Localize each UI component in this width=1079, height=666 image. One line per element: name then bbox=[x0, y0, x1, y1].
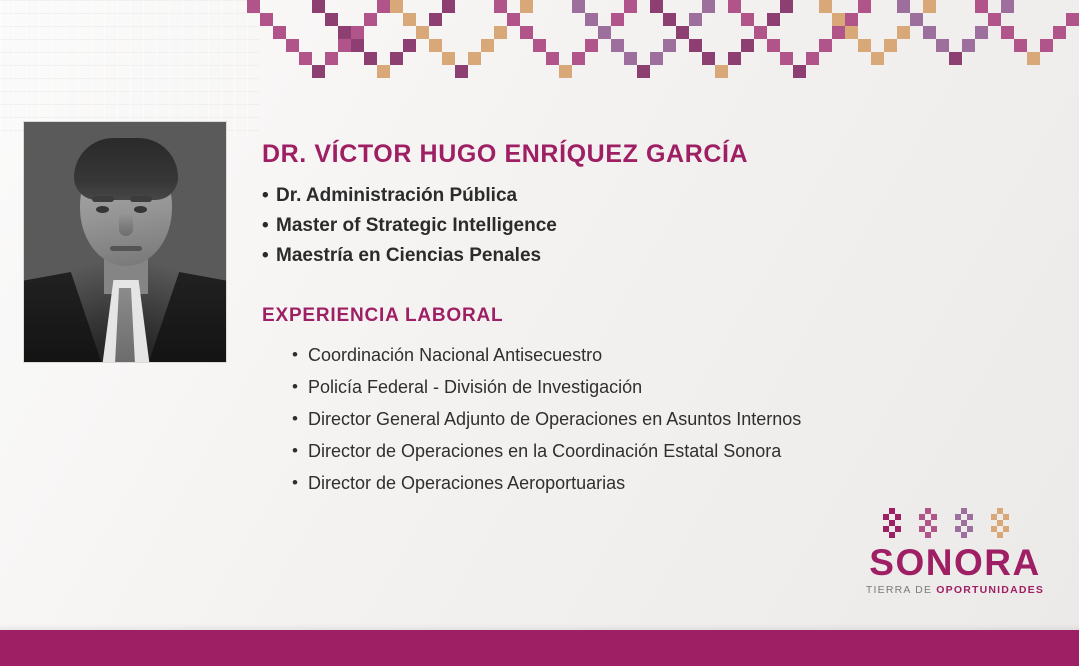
motif-pixel bbox=[624, 52, 637, 65]
photo-hair bbox=[74, 138, 178, 200]
credential-item: • Dr. Administración Pública bbox=[262, 181, 1052, 211]
motif-pixel bbox=[429, 13, 442, 26]
motif-pixel bbox=[1027, 52, 1040, 65]
motif-pixel bbox=[728, 0, 741, 13]
motif-pixel bbox=[624, 0, 637, 13]
motif-pixel bbox=[897, 0, 910, 13]
motif-pixel bbox=[520, 0, 533, 13]
motif-pixel bbox=[897, 26, 910, 39]
motif-pixel bbox=[312, 65, 325, 78]
logo-tagline-bold: OPORTUNIDADES bbox=[936, 584, 1045, 596]
motif-pixel bbox=[975, 26, 988, 39]
logo-motif-pixel bbox=[967, 514, 973, 520]
logo-motif-pixel bbox=[931, 514, 937, 520]
motif-pixel bbox=[572, 52, 585, 65]
motif-pixel bbox=[741, 39, 754, 52]
logo-motif-pixel bbox=[997, 532, 1003, 538]
motif-pixel bbox=[468, 52, 481, 65]
motif-pixel bbox=[390, 0, 403, 13]
logo-motif-pixel bbox=[961, 532, 967, 538]
motif-pixel bbox=[325, 13, 338, 26]
logo-motif-pixel bbox=[895, 514, 901, 520]
portrait-photo-image bbox=[24, 122, 226, 362]
photo-nose bbox=[119, 214, 133, 236]
portrait-photo bbox=[24, 122, 226, 362]
motif-pixel bbox=[494, 26, 507, 39]
logo-tagline-plain: TIERRA DE bbox=[865, 584, 937, 596]
motif-pixel bbox=[767, 13, 780, 26]
motif-pixel bbox=[715, 65, 728, 78]
motif-pixel bbox=[728, 52, 741, 65]
motif-pixel bbox=[1014, 39, 1027, 52]
motif-pixel bbox=[1053, 26, 1066, 39]
experience-item: • Coordinación Nacional Antisecuestro bbox=[292, 339, 1052, 371]
sonora-logo bbox=[865, 508, 1045, 596]
logo-motif-pixel bbox=[1003, 526, 1009, 532]
experience-item: • Director de Operaciones en la Coordinación Estatal Sonora bbox=[292, 435, 1052, 467]
motif-pixel bbox=[780, 52, 793, 65]
motif-pixel bbox=[338, 26, 351, 39]
motif-pixel bbox=[663, 39, 676, 52]
motif-pixel bbox=[273, 26, 286, 39]
motif-pixel bbox=[247, 0, 260, 13]
motif-pixel bbox=[377, 65, 390, 78]
motif-pixel bbox=[767, 39, 780, 52]
motif-pixel bbox=[858, 0, 871, 13]
motif-pixel bbox=[533, 39, 546, 52]
motif-pixel bbox=[507, 13, 520, 26]
motif-pixel bbox=[1001, 0, 1014, 13]
motif-pixel bbox=[1040, 39, 1053, 52]
logo-motif-pixel bbox=[931, 526, 937, 532]
motif-pixel bbox=[858, 39, 871, 52]
motif-pixel bbox=[364, 52, 377, 65]
photo-eye-left bbox=[96, 206, 109, 213]
motif-pixel bbox=[585, 39, 598, 52]
motif-pixel bbox=[572, 0, 585, 13]
photo-eyebrow-left bbox=[92, 196, 114, 202]
motif-pixel bbox=[559, 65, 572, 78]
motif-pixel bbox=[286, 39, 299, 52]
motif-pixel bbox=[494, 0, 507, 13]
logo-wordmark: SONORA bbox=[869, 542, 1041, 583]
photo-jacket-right bbox=[148, 272, 226, 362]
motif-pixel bbox=[676, 26, 689, 39]
experience-item: • Director General Adjunto de Operaciones en Asuntos Internos bbox=[292, 403, 1052, 435]
motif-pixel bbox=[299, 52, 312, 65]
motif-pixel bbox=[611, 39, 624, 52]
motif-pixel bbox=[351, 26, 364, 39]
motif-pixel bbox=[845, 13, 858, 26]
motif-pixel bbox=[325, 52, 338, 65]
photo-mouth bbox=[110, 246, 142, 251]
motif-pixel bbox=[390, 52, 403, 65]
motif-pixel bbox=[793, 65, 806, 78]
motif-pixel bbox=[364, 13, 377, 26]
top-decorative-band bbox=[0, 0, 1079, 96]
photo-jacket-left bbox=[24, 272, 102, 362]
motif-pixel bbox=[923, 0, 936, 13]
motif-pixel bbox=[923, 26, 936, 39]
motif-pixel bbox=[988, 13, 1001, 26]
motif-pixel bbox=[975, 0, 988, 13]
motif-pixel bbox=[663, 13, 676, 26]
motif-pixel bbox=[962, 39, 975, 52]
motif-pixel bbox=[806, 52, 819, 65]
credential-item: • Master of Strategic Intelligence bbox=[262, 211, 1052, 241]
logo-motif-row bbox=[865, 508, 1045, 542]
experience-item: • Policía Federal - División de Investigación bbox=[292, 371, 1052, 403]
motif-pixel bbox=[1066, 13, 1079, 26]
motif-pixel bbox=[780, 0, 793, 13]
motif-pixel bbox=[442, 0, 455, 13]
motif-pixel bbox=[845, 26, 858, 39]
motif-pixel bbox=[377, 0, 390, 13]
logo-motif-pixel bbox=[895, 526, 901, 532]
motif-pixel bbox=[481, 39, 494, 52]
motif-pixel bbox=[598, 26, 611, 39]
motif-pixel bbox=[611, 13, 624, 26]
motif-pixel bbox=[832, 13, 845, 26]
motif-pixel bbox=[689, 13, 702, 26]
logo-motif-pixel bbox=[1003, 514, 1009, 520]
logo-motif-pixel bbox=[925, 532, 931, 538]
experience-list bbox=[262, 339, 1052, 499]
photo-eye-right bbox=[134, 206, 147, 213]
profile-content bbox=[262, 140, 1052, 499]
motif-pixel bbox=[546, 52, 559, 65]
motif-pixel bbox=[403, 39, 416, 52]
motif-pixel bbox=[884, 39, 897, 52]
motif-pixel bbox=[1001, 26, 1014, 39]
person-name: DR. VÍCTOR HUGO ENRÍQUEZ GARCÍA bbox=[262, 140, 749, 168]
motif-pixel bbox=[585, 13, 598, 26]
motif-pixel bbox=[442, 52, 455, 65]
logo-motif-pixel bbox=[889, 532, 895, 538]
motif-pixel bbox=[910, 13, 923, 26]
motif-pixel bbox=[702, 0, 715, 13]
motif-pixel bbox=[832, 26, 845, 39]
motif-pixel bbox=[949, 52, 962, 65]
motif-pixel bbox=[403, 13, 416, 26]
motif-pixel bbox=[650, 0, 663, 13]
logo-motif-pixel bbox=[967, 526, 973, 532]
motif-pixel bbox=[689, 39, 702, 52]
motif-pixel bbox=[702, 52, 715, 65]
motif-pixel bbox=[429, 39, 442, 52]
credentials-list bbox=[262, 181, 1052, 271]
motif-pixel bbox=[351, 39, 364, 52]
motif-pixel bbox=[455, 65, 468, 78]
section-title-experience: EXPERIENCIA LABORAL bbox=[262, 305, 504, 326]
motif-pixel bbox=[871, 52, 884, 65]
motif-pixel bbox=[637, 65, 650, 78]
motif-pixel bbox=[754, 26, 767, 39]
motif-pixel bbox=[520, 26, 533, 39]
experience-item: • Director de Operaciones Aeroportuarias bbox=[292, 467, 1052, 499]
credential-item: • Maestría en Ciencias Penales bbox=[262, 241, 1052, 271]
motif-pixel bbox=[260, 13, 273, 26]
motif-pixel bbox=[819, 39, 832, 52]
motif-pixel bbox=[650, 52, 663, 65]
motif-pixel bbox=[819, 0, 832, 13]
motif-pixel bbox=[416, 26, 429, 39]
motif-pixel bbox=[312, 0, 325, 13]
bottom-accent-bar bbox=[0, 630, 1079, 666]
motif-pixel bbox=[936, 39, 949, 52]
motif-pixel bbox=[338, 39, 351, 52]
motif-pixel bbox=[741, 13, 754, 26]
logo-tagline bbox=[865, 584, 1045, 596]
photo-eyebrow-right bbox=[130, 196, 152, 202]
